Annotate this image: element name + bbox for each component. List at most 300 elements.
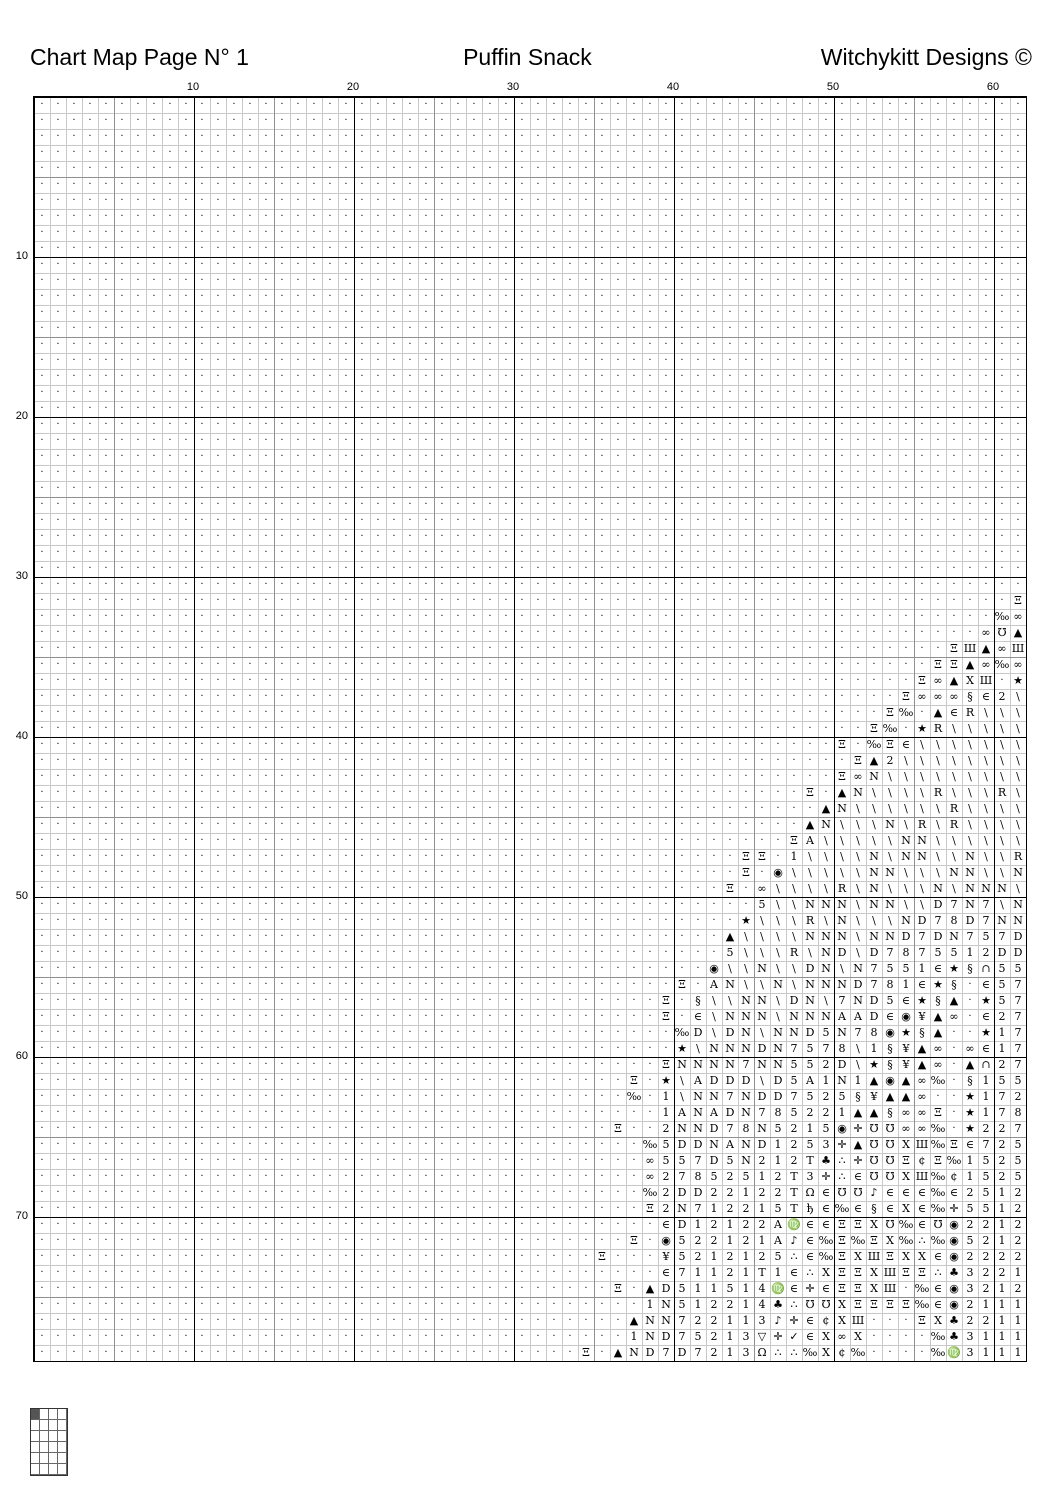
- empty-stitch-cell: ·: [88, 99, 92, 110]
- empty-stitch-cell: ·: [584, 851, 588, 862]
- empty-stitch-cell: ·: [1000, 515, 1004, 526]
- empty-stitch-cell: ·: [440, 995, 444, 1006]
- empty-stitch-cell: ·: [72, 979, 76, 990]
- empty-stitch-cell: ·: [184, 739, 188, 750]
- stitch-symbol-cell: 1: [902, 978, 910, 991]
- empty-stitch-cell: ·: [248, 739, 252, 750]
- empty-stitch-cell: ·: [104, 483, 108, 494]
- empty-stitch-cell: ·: [984, 499, 988, 510]
- empty-stitch-cell: ·: [664, 1027, 668, 1038]
- empty-stitch-cell: ·: [696, 499, 700, 510]
- empty-stitch-cell: ·: [40, 723, 44, 734]
- empty-stitch-cell: ·: [72, 1251, 76, 1262]
- empty-stitch-cell: ·: [72, 131, 76, 142]
- stitch-symbol-cell: ◉: [661, 1234, 671, 1247]
- empty-stitch-cell: ·: [728, 851, 732, 862]
- empty-stitch-cell: ·: [328, 947, 332, 958]
- empty-stitch-cell: ·: [920, 611, 924, 622]
- empty-stitch-cell: ·: [248, 307, 252, 318]
- empty-stitch-cell: ·: [456, 739, 460, 750]
- empty-stitch-cell: ·: [72, 307, 76, 318]
- stitch-symbol-cell: N: [677, 1122, 687, 1135]
- empty-stitch-cell: ·: [56, 483, 60, 494]
- empty-stitch-cell: ·: [504, 1059, 508, 1070]
- stitch-symbol-cell: \: [856, 946, 860, 959]
- empty-stitch-cell: ·: [584, 675, 588, 686]
- empty-stitch-cell: ·: [184, 1347, 188, 1358]
- empty-stitch-cell: ·: [936, 211, 940, 222]
- empty-stitch-cell: ·: [136, 1219, 140, 1230]
- empty-stitch-cell: ·: [200, 819, 204, 830]
- empty-stitch-cell: ·: [488, 355, 492, 366]
- empty-stitch-cell: ·: [200, 643, 204, 654]
- empty-stitch-cell: ·: [88, 707, 92, 718]
- stitch-symbol-cell: \: [920, 786, 924, 799]
- empty-stitch-cell: ·: [520, 467, 524, 478]
- empty-stitch-cell: ·: [120, 1091, 124, 1102]
- stitch-symbol-cell: Ξ: [854, 1218, 862, 1231]
- empty-stitch-cell: ·: [376, 211, 380, 222]
- empty-stitch-cell: ·: [296, 531, 300, 542]
- empty-stitch-cell: ·: [1016, 467, 1020, 478]
- empty-stitch-cell: ·: [600, 787, 604, 798]
- empty-stitch-cell: ·: [152, 1107, 156, 1118]
- empty-stitch-cell: ·: [312, 195, 316, 206]
- empty-stitch-cell: ·: [712, 595, 716, 606]
- stitch-symbol-cell: D: [709, 1154, 719, 1167]
- empty-stitch-cell: ·: [488, 531, 492, 542]
- stitch-symbol-cell: \: [1016, 834, 1020, 847]
- empty-stitch-cell: ·: [776, 435, 780, 446]
- empty-stitch-cell: ·: [360, 1267, 364, 1278]
- empty-stitch-cell: ·: [216, 467, 220, 478]
- empty-stitch-cell: ·: [696, 723, 700, 734]
- empty-stitch-cell: ·: [280, 963, 284, 974]
- empty-stitch-cell: ·: [584, 595, 588, 606]
- empty-stitch-cell: ·: [488, 147, 492, 158]
- empty-stitch-cell: ·: [616, 483, 620, 494]
- stitch-symbol-cell: Ξ: [838, 1266, 846, 1279]
- empty-stitch-cell: ·: [504, 723, 508, 734]
- empty-stitch-cell: ·: [648, 323, 652, 334]
- empty-stitch-cell: ·: [808, 371, 812, 382]
- stitch-symbol-cell: \: [904, 898, 908, 911]
- empty-stitch-cell: ·: [312, 1219, 316, 1230]
- empty-stitch-cell: ·: [104, 1203, 108, 1214]
- empty-stitch-cell: ·: [824, 355, 828, 366]
- empty-stitch-cell: ·: [200, 1075, 204, 1086]
- empty-stitch-cell: ·: [488, 931, 492, 942]
- empty-stitch-cell: ·: [680, 467, 684, 478]
- empty-stitch-cell: ·: [424, 1011, 428, 1022]
- empty-stitch-cell: ·: [696, 483, 700, 494]
- empty-stitch-cell: ·: [744, 803, 748, 814]
- empty-stitch-cell: ·: [488, 227, 492, 238]
- empty-stitch-cell: ·: [264, 547, 268, 558]
- empty-stitch-cell: ·: [104, 595, 108, 606]
- empty-stitch-cell: ·: [104, 771, 108, 782]
- empty-stitch-cell: ·: [216, 1043, 220, 1054]
- stitch-symbol-cell: ∈: [693, 1010, 703, 1023]
- empty-stitch-cell: ·: [344, 163, 348, 174]
- empty-stitch-cell: ·: [936, 419, 940, 430]
- empty-stitch-cell: ·: [280, 1091, 284, 1102]
- empty-stitch-cell: ·: [88, 1203, 92, 1214]
- empty-stitch-cell: ·: [472, 115, 476, 126]
- empty-stitch-cell: ·: [280, 1219, 284, 1230]
- empty-stitch-cell: ·: [136, 307, 140, 318]
- empty-stitch-cell: ·: [200, 1155, 204, 1166]
- empty-stitch-cell: ·: [280, 563, 284, 574]
- empty-stitch-cell: ·: [40, 243, 44, 254]
- empty-stitch-cell: ·: [152, 1139, 156, 1150]
- empty-stitch-cell: ·: [56, 579, 60, 590]
- empty-stitch-cell: ·: [152, 515, 156, 526]
- stitch-symbol-cell: Ш: [1011, 642, 1025, 655]
- grid-row: [34, 1201, 1026, 1217]
- empty-stitch-cell: ·: [584, 1155, 588, 1166]
- empty-stitch-cell: ·: [168, 1107, 172, 1118]
- empty-stitch-cell: ·: [344, 851, 348, 862]
- empty-stitch-cell: ·: [408, 1267, 412, 1278]
- empty-stitch-cell: ·: [616, 179, 620, 190]
- empty-stitch-cell: ·: [840, 595, 844, 606]
- empty-stitch-cell: ·: [824, 339, 828, 350]
- empty-stitch-cell: ·: [40, 1187, 44, 1198]
- empty-stitch-cell: ·: [664, 787, 668, 798]
- stitch-symbol-cell: N: [821, 930, 831, 943]
- empty-stitch-cell: ·: [792, 419, 796, 430]
- empty-stitch-cell: ·: [632, 707, 636, 718]
- stitch-symbol-cell: D: [661, 1330, 671, 1343]
- empty-stitch-cell: ·: [248, 1123, 252, 1134]
- empty-stitch-cell: ·: [56, 1107, 60, 1118]
- empty-stitch-cell: ·: [152, 195, 156, 206]
- empty-stitch-cell: ·: [344, 323, 348, 334]
- empty-stitch-cell: ·: [808, 467, 812, 478]
- empty-stitch-cell: ·: [664, 819, 668, 830]
- empty-stitch-cell: ·: [616, 371, 620, 382]
- empty-stitch-cell: ·: [56, 883, 60, 894]
- empty-stitch-cell: ·: [392, 835, 396, 846]
- stitch-symbol-cell: N: [709, 1058, 719, 1071]
- empty-stitch-cell: ·: [664, 131, 668, 142]
- empty-stitch-cell: ·: [232, 99, 236, 110]
- stitch-symbol-cell: N: [821, 818, 831, 831]
- empty-stitch-cell: ·: [1000, 211, 1004, 222]
- stitch-symbol-cell: \: [984, 706, 988, 719]
- empty-stitch-cell: ·: [280, 291, 284, 302]
- empty-stitch-cell: ·: [728, 275, 732, 286]
- empty-stitch-cell: ·: [536, 467, 540, 478]
- empty-stitch-cell: ·: [360, 1171, 364, 1182]
- empty-stitch-cell: ·: [968, 291, 972, 302]
- empty-stitch-cell: ·: [808, 147, 812, 158]
- empty-stitch-cell: ·: [168, 1155, 172, 1166]
- stitch-symbol-cell: D: [917, 914, 927, 927]
- stitch-symbol-cell: D: [725, 1074, 735, 1087]
- empty-stitch-cell: ·: [472, 99, 476, 110]
- empty-stitch-cell: ·: [120, 611, 124, 622]
- empty-stitch-cell: ·: [616, 435, 620, 446]
- empty-stitch-cell: ·: [568, 307, 572, 318]
- empty-stitch-cell: ·: [392, 691, 396, 702]
- empty-stitch-cell: ·: [376, 435, 380, 446]
- empty-stitch-cell: ·: [616, 963, 620, 974]
- empty-stitch-cell: ·: [168, 195, 172, 206]
- empty-stitch-cell: ·: [200, 531, 204, 542]
- empty-stitch-cell: ·: [520, 995, 524, 1006]
- empty-stitch-cell: ·: [728, 403, 732, 414]
- empty-stitch-cell: ·: [632, 227, 636, 238]
- empty-stitch-cell: ·: [56, 803, 60, 814]
- empty-stitch-cell: ·: [888, 339, 892, 350]
- empty-stitch-cell: ·: [584, 403, 588, 414]
- empty-stitch-cell: ·: [120, 995, 124, 1006]
- empty-stitch-cell: ·: [584, 1203, 588, 1214]
- empty-stitch-cell: ·: [584, 1123, 588, 1134]
- empty-stitch-cell: ·: [152, 371, 156, 382]
- empty-stitch-cell: ·: [504, 1043, 508, 1054]
- empty-stitch-cell: ·: [168, 1043, 172, 1054]
- empty-stitch-cell: ·: [104, 403, 108, 414]
- empty-stitch-cell: ·: [776, 195, 780, 206]
- empty-stitch-cell: ·: [872, 195, 876, 206]
- stitch-symbol-cell: \: [760, 914, 764, 927]
- empty-stitch-cell: ·: [456, 1251, 460, 1262]
- empty-stitch-cell: ·: [520, 851, 524, 862]
- empty-stitch-cell: ·: [504, 211, 508, 222]
- empty-stitch-cell: ·: [56, 1075, 60, 1086]
- empty-stitch-cell: ·: [296, 851, 300, 862]
- empty-stitch-cell: ·: [920, 307, 924, 318]
- empty-stitch-cell: ·: [328, 1331, 332, 1342]
- empty-stitch-cell: ·: [40, 451, 44, 462]
- stitch-symbol-cell: ℧: [821, 1298, 831, 1311]
- empty-stitch-cell: ·: [568, 787, 572, 798]
- empty-stitch-cell: ·: [712, 131, 716, 142]
- empty-stitch-cell: ·: [824, 163, 828, 174]
- empty-stitch-cell: ·: [680, 595, 684, 606]
- empty-stitch-cell: ·: [200, 803, 204, 814]
- empty-stitch-cell: ·: [120, 947, 124, 958]
- empty-stitch-cell: ·: [168, 131, 172, 142]
- empty-stitch-cell: ·: [88, 979, 92, 990]
- empty-stitch-cell: ·: [312, 803, 316, 814]
- empty-stitch-cell: ·: [776, 595, 780, 606]
- empty-stitch-cell: ·: [680, 659, 684, 670]
- empty-stitch-cell: ·: [216, 547, 220, 558]
- empty-stitch-cell: ·: [632, 195, 636, 206]
- empty-stitch-cell: ·: [536, 179, 540, 190]
- empty-stitch-cell: ·: [232, 1171, 236, 1182]
- empty-stitch-cell: ·: [840, 163, 844, 174]
- empty-stitch-cell: ·: [600, 563, 604, 574]
- stitch-symbol-cell: N: [853, 994, 863, 1007]
- empty-stitch-cell: ·: [776, 851, 780, 862]
- empty-stitch-cell: ·: [520, 1171, 524, 1182]
- empty-stitch-cell: ·: [488, 547, 492, 558]
- empty-stitch-cell: ·: [296, 1331, 300, 1342]
- stitch-symbol-cell: 1: [1014, 1298, 1022, 1311]
- empty-stitch-cell: ·: [968, 227, 972, 238]
- stitch-symbol-cell: N: [693, 1106, 703, 1119]
- empty-stitch-cell: ·: [552, 547, 556, 558]
- empty-stitch-cell: ·: [328, 403, 332, 414]
- stitch-symbol-cell: Ξ: [886, 706, 894, 719]
- empty-stitch-cell: ·: [904, 227, 908, 238]
- empty-stitch-cell: ·: [392, 1123, 396, 1134]
- empty-stitch-cell: ·: [712, 755, 716, 766]
- empty-stitch-cell: ·: [552, 275, 556, 286]
- stitch-symbol-cell: 1: [694, 1282, 702, 1295]
- empty-stitch-cell: ·: [776, 515, 780, 526]
- empty-stitch-cell: ·: [152, 99, 156, 110]
- stitch-symbol-cell: 7: [966, 930, 974, 943]
- stitch-symbol-cell: 1: [742, 1266, 750, 1279]
- empty-stitch-cell: ·: [104, 291, 108, 302]
- empty-stitch-cell: ·: [648, 419, 652, 430]
- empty-stitch-cell: ·: [376, 339, 380, 350]
- empty-stitch-cell: ·: [520, 643, 524, 654]
- empty-stitch-cell: ·: [536, 563, 540, 574]
- empty-stitch-cell: ·: [504, 963, 508, 974]
- stitch-symbol-cell: N: [773, 1058, 783, 1071]
- empty-stitch-cell: ·: [344, 1219, 348, 1230]
- empty-stitch-cell: ·: [552, 1331, 556, 1342]
- stitch-symbol-cell: 5: [774, 1202, 782, 1215]
- empty-stitch-cell: ·: [536, 579, 540, 590]
- empty-stitch-cell: ·: [680, 739, 684, 750]
- empty-stitch-cell: ·: [472, 1091, 476, 1102]
- empty-stitch-cell: ·: [760, 339, 764, 350]
- empty-stitch-cell: ·: [152, 131, 156, 142]
- empty-stitch-cell: ·: [600, 1315, 604, 1326]
- empty-stitch-cell: ·: [648, 787, 652, 798]
- stitch-symbol-cell: 7: [694, 1154, 702, 1167]
- empty-stitch-cell: ·: [360, 723, 364, 734]
- stitch-symbol-cell: ▲: [949, 994, 959, 1007]
- stitch-symbol-cell: ¢: [822, 1314, 830, 1327]
- empty-stitch-cell: ·: [792, 611, 796, 622]
- empty-stitch-cell: ·: [72, 179, 76, 190]
- empty-stitch-cell: ·: [184, 563, 188, 574]
- empty-stitch-cell: ·: [168, 579, 172, 590]
- empty-stitch-cell: ·: [248, 563, 252, 574]
- empty-stitch-cell: ·: [136, 1043, 140, 1054]
- stitch-symbol-cell: \: [920, 802, 924, 815]
- empty-stitch-cell: ·: [408, 979, 412, 990]
- empty-stitch-cell: ·: [56, 1171, 60, 1182]
- empty-stitch-cell: ·: [264, 1155, 268, 1166]
- empty-stitch-cell: ·: [344, 419, 348, 430]
- empty-stitch-cell: ·: [40, 515, 44, 526]
- stitch-symbol-cell: 1: [742, 1298, 750, 1311]
- stitch-symbol-cell: N: [741, 1042, 751, 1055]
- empty-stitch-cell: ·: [72, 691, 76, 702]
- stitch-symbol-cell: 5: [790, 1058, 798, 1071]
- empty-stitch-cell: ·: [200, 595, 204, 606]
- empty-stitch-cell: ·: [248, 291, 252, 302]
- empty-stitch-cell: ·: [440, 1075, 444, 1086]
- empty-stitch-cell: ·: [600, 1011, 604, 1022]
- empty-stitch-cell: ·: [344, 755, 348, 766]
- empty-stitch-cell: ·: [456, 115, 460, 126]
- stitch-symbol-cell: \: [712, 1010, 716, 1023]
- page-map-page-cell: [49, 1409, 58, 1420]
- empty-stitch-cell: ·: [280, 515, 284, 526]
- stitch-symbol-cell: 2: [758, 1186, 766, 1199]
- empty-stitch-cell: ·: [696, 419, 700, 430]
- empty-stitch-cell: ·: [56, 1059, 60, 1070]
- empty-stitch-cell: ·: [248, 691, 252, 702]
- empty-stitch-cell: ·: [136, 1107, 140, 1118]
- empty-stitch-cell: ·: [520, 323, 524, 334]
- stitch-symbol-cell: N: [677, 1058, 687, 1071]
- empty-stitch-cell: ·: [312, 867, 316, 878]
- empty-stitch-cell: ·: [968, 307, 972, 318]
- empty-stitch-cell: ·: [456, 883, 460, 894]
- empty-stitch-cell: ·: [56, 931, 60, 942]
- stitch-symbol-cell: 1: [694, 1266, 702, 1279]
- stitch-symbol-cell: D: [757, 1042, 767, 1055]
- empty-stitch-cell: ·: [72, 883, 76, 894]
- empty-stitch-cell: ·: [328, 611, 332, 622]
- stitch-symbol-cell: 5: [982, 1154, 990, 1167]
- empty-stitch-cell: ·: [232, 531, 236, 542]
- empty-stitch-cell: ·: [584, 1027, 588, 1038]
- stitch-symbol-cell: Ξ: [918, 674, 926, 687]
- empty-stitch-cell: ·: [520, 1219, 524, 1230]
- empty-stitch-cell: ·: [440, 1027, 444, 1038]
- empty-stitch-cell: ·: [344, 531, 348, 542]
- empty-stitch-cell: ·: [472, 483, 476, 494]
- empty-stitch-cell: ·: [40, 691, 44, 702]
- empty-stitch-cell: ·: [936, 147, 940, 158]
- empty-stitch-cell: ·: [792, 483, 796, 494]
- empty-stitch-cell: ·: [248, 419, 252, 430]
- grid-row: [34, 1249, 1026, 1265]
- empty-stitch-cell: ·: [440, 99, 444, 110]
- stitch-symbol-cell: ∈: [965, 1138, 975, 1151]
- empty-stitch-cell: ·: [216, 403, 220, 414]
- empty-stitch-cell: ·: [248, 435, 252, 446]
- empty-stitch-cell: ·: [280, 867, 284, 878]
- stitch-symbol-cell: \: [1016, 770, 1020, 783]
- stitch-symbol-cell: ◉: [949, 1298, 959, 1311]
- empty-stitch-cell: ·: [216, 291, 220, 302]
- empty-stitch-cell: ·: [88, 1059, 92, 1070]
- empty-stitch-cell: ·: [616, 547, 620, 558]
- stitch-symbol-cell: 1: [806, 1122, 814, 1135]
- empty-stitch-cell: ·: [536, 1171, 540, 1182]
- empty-stitch-cell: ·: [792, 211, 796, 222]
- stitch-symbol-cell: N: [757, 994, 767, 1007]
- empty-stitch-cell: ·: [648, 243, 652, 254]
- empty-stitch-cell: ·: [696, 355, 700, 366]
- empty-stitch-cell: ·: [440, 883, 444, 894]
- grid-row: [34, 513, 1026, 529]
- empty-stitch-cell: ·: [216, 499, 220, 510]
- empty-stitch-cell: ·: [264, 755, 268, 766]
- stitch-symbol-cell: \: [856, 1042, 860, 1055]
- empty-stitch-cell: ·: [376, 467, 380, 478]
- empty-stitch-cell: ·: [88, 787, 92, 798]
- empty-stitch-cell: ·: [472, 1235, 476, 1246]
- empty-stitch-cell: ·: [520, 771, 524, 782]
- empty-stitch-cell: ·: [88, 1107, 92, 1118]
- empty-stitch-cell: ·: [808, 547, 812, 558]
